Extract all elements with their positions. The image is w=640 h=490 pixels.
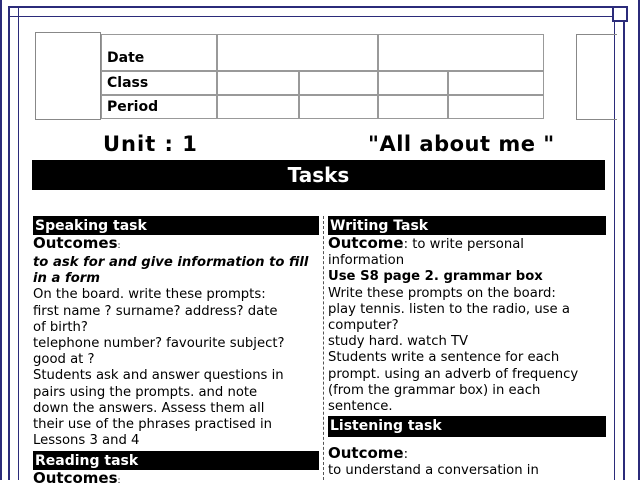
speaking-line: Lessons 3 and 4 xyxy=(33,433,140,449)
frame-left-border xyxy=(8,6,19,480)
listening-outcome xyxy=(328,445,606,463)
class-value-cell-2 xyxy=(299,71,378,95)
date-label: Date xyxy=(107,50,145,66)
date-value-cell-1 xyxy=(217,34,378,71)
writing-use-line: Use S8 page 2. grammar box xyxy=(328,269,543,285)
reading-outcomes-heading xyxy=(33,470,319,490)
writing-line: study hard. watch TV xyxy=(328,334,469,350)
class-value-cell-1 xyxy=(217,71,299,95)
right-column xyxy=(328,216,606,480)
writing-line: computer? xyxy=(328,318,399,334)
left-column xyxy=(33,216,319,490)
tasks-heading: Tasks xyxy=(32,160,605,190)
period-value-cell-4 xyxy=(448,95,544,119)
speaking-line: first name ? surname? address? date xyxy=(33,303,278,319)
listening-task-heading: Listening task xyxy=(328,416,606,437)
writing-outcome xyxy=(328,235,606,253)
speaking-outcomes-label: Outcomes xyxy=(33,234,118,252)
speaking-outcomes-heading xyxy=(33,235,319,255)
speaking-outcomes-colon: : xyxy=(117,241,121,251)
header-side-box xyxy=(576,34,617,120)
reading-outcomes-colon: : xyxy=(117,476,121,487)
column-divider xyxy=(323,216,324,480)
period-value-cell-2 xyxy=(299,95,378,119)
speaking-line: telephone number? favourite subject? xyxy=(33,336,285,352)
writing-line: Write these prompts on the board: xyxy=(328,285,556,301)
class-value-cell-3 xyxy=(378,71,448,95)
frame-corner-ornament xyxy=(612,6,628,22)
writing-line: sentence. xyxy=(328,399,393,415)
unit-title: "All about me " xyxy=(368,132,555,156)
writing-task-heading: Writing Task xyxy=(328,216,606,235)
writing-outcome-label: Outcome xyxy=(328,234,404,252)
speaking-task-heading: Speaking task xyxy=(33,216,319,235)
writing-line: prompt. using an adverb of frequency xyxy=(328,366,579,382)
period-value-cell-3 xyxy=(378,95,448,119)
writing-outcome-cont: information xyxy=(328,253,405,269)
speaking-line: down the answers. Assess them all xyxy=(33,400,265,416)
speaking-outcome-text: to ask for and give information to fill in a form xyxy=(33,255,309,287)
speaking-line: pairs using the prompts. and note xyxy=(33,384,258,400)
listening-outcome-label: Outcome xyxy=(328,444,404,463)
reading-task-heading: Reading task xyxy=(33,451,319,470)
reading-outcomes-label: Outcomes xyxy=(33,469,118,488)
writing-line: Students write a sentence for each xyxy=(328,350,560,366)
logo-placeholder-box xyxy=(35,32,101,120)
unit-number: Unit : 1 xyxy=(103,132,198,156)
period-label: Period xyxy=(107,99,159,115)
speaking-line: their use of the phrases practised in xyxy=(33,417,272,433)
writing-line: (from the grammar box) in each xyxy=(328,382,541,398)
date-value-cell-2 xyxy=(378,34,544,71)
speaking-line: On the board. write these prompts: xyxy=(33,287,266,303)
writing-outcome-text: : to write personal xyxy=(403,237,524,252)
speaking-line: of birth? xyxy=(33,319,88,335)
period-value-cell-1 xyxy=(217,95,299,119)
listening-outcome-text: to understand a conversation in xyxy=(328,463,539,479)
class-label: Class xyxy=(107,75,149,91)
listening-outcome-colon: : xyxy=(403,447,409,463)
writing-line: play tennis. listen to the radio, use a xyxy=(328,301,570,317)
class-value-cell-4 xyxy=(448,71,544,95)
speaking-line: good at ? xyxy=(33,352,95,368)
speaking-line: Students ask and answer questions in xyxy=(33,368,284,384)
frame-top-border xyxy=(8,6,626,17)
